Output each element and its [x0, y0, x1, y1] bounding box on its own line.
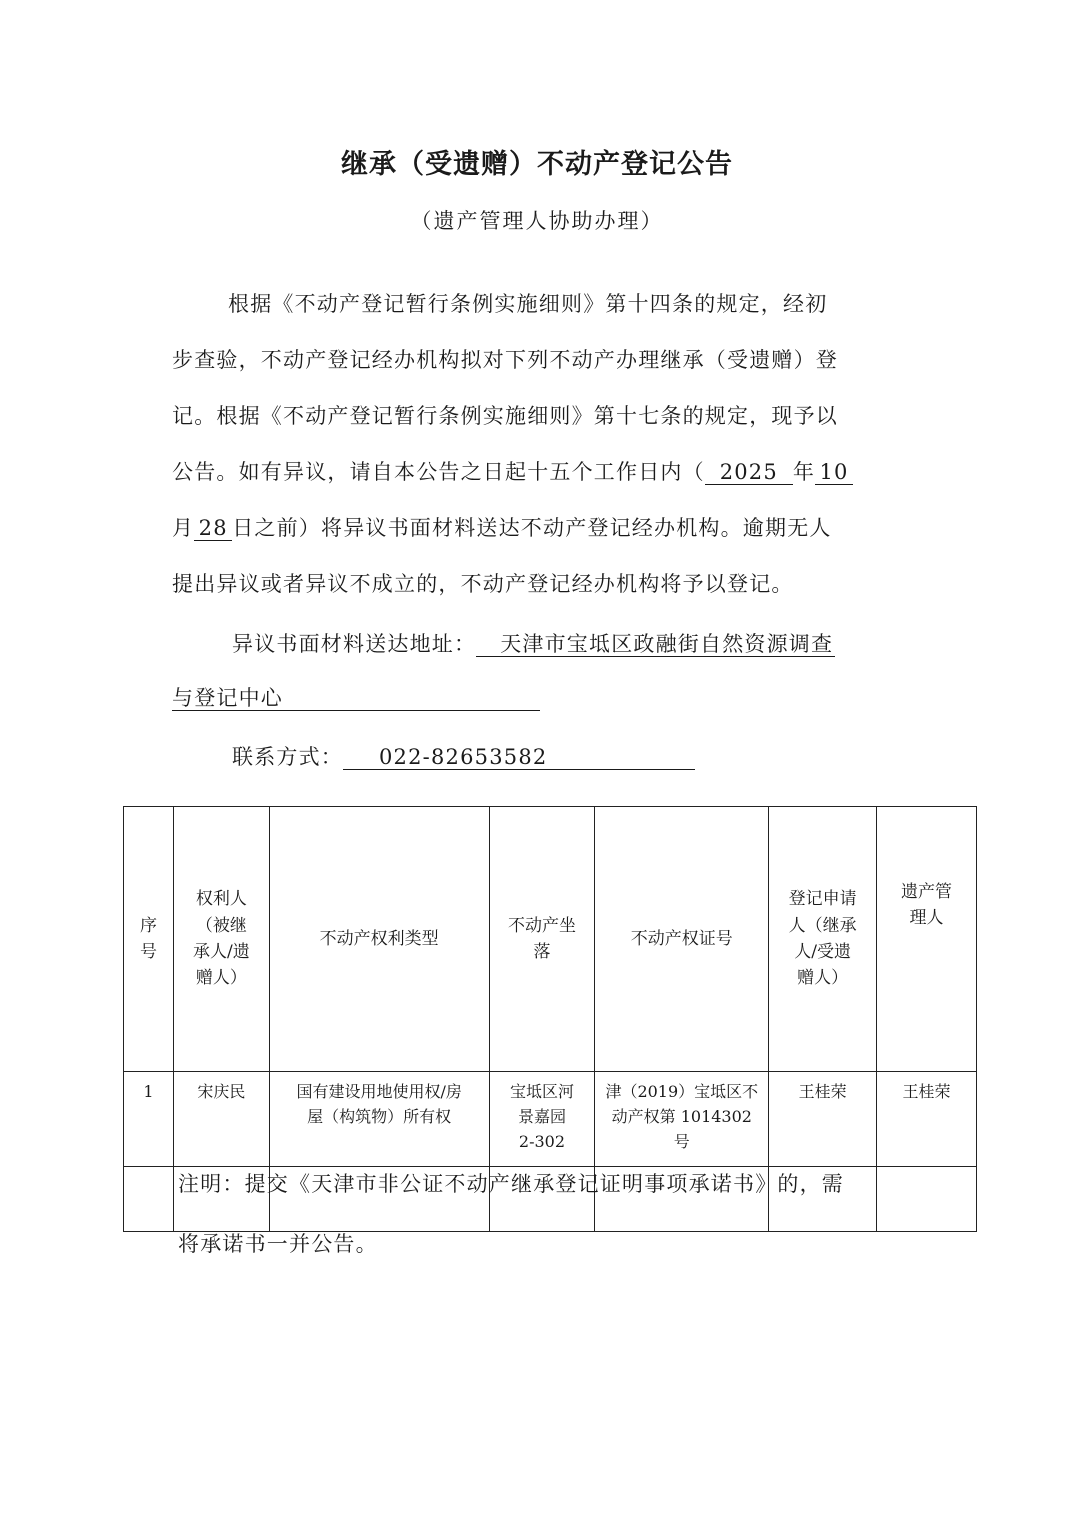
- body-line-1: 根据《不动产登记暂行条例实施细则》第十四条的规定，经初: [228, 292, 828, 316]
- cell-location: 宝坻区河 景嘉园 2-302: [489, 1072, 595, 1167]
- body-line-3: 记。根据《不动产登记暂行条例实施细则》第十七条的规定，现予以: [172, 404, 838, 428]
- body-line-5: [172, 512, 924, 542]
- address-value-1: 天津市宝坻区政融街自然资源调查: [476, 632, 835, 657]
- cell-cert-no: 津（2019）宝坻区不 动产权第 1014302 号: [595, 1072, 769, 1167]
- table-row: [124, 1072, 977, 1167]
- header-holder: 权利人 （被继 承人/遗 赠人）: [173, 807, 269, 1072]
- note-line-2: 将承诺书一并公告。: [178, 1232, 378, 1256]
- cell-right-type: 国有建设用地使用权/房 屋（构筑物）所有权: [269, 1072, 489, 1167]
- header-cert-no: 不动产权证号: [595, 807, 769, 1072]
- body-line-6: 提出异议或者异议不成立的，不动产登记经办机构将予以登记。: [172, 572, 794, 596]
- header-applicant: 登记申请 人（继承 人/受遗 赠人）: [769, 807, 877, 1072]
- cell-manager: 王桂荣: [877, 1072, 977, 1167]
- body-line-5-text: 日之前）将异议书面材料送达不动产登记经办机构。逾期无人: [232, 516, 832, 540]
- page-title: 继承（受遗赠）不动产登记公告: [341, 149, 733, 180]
- contact-value: 022-82653582: [343, 745, 695, 770]
- page-subtitle: （遗产管理人协助办理）: [410, 209, 664, 233]
- address-value-2: 与登记中心: [172, 686, 540, 711]
- header-right-type: 不动产权利类型: [269, 807, 489, 1072]
- day-value: 28: [194, 516, 232, 541]
- body-line-4-text: 公告。如有异议，请自本公告之日起十五个工作日内（: [172, 460, 705, 484]
- contact-line: [232, 741, 984, 771]
- cell-holder: 宋庆民: [173, 1072, 269, 1167]
- cell-applicant: 王桂荣: [769, 1072, 877, 1167]
- table-header-row: [124, 807, 977, 1072]
- empty-cell: [124, 1167, 174, 1232]
- note-line-1: 注明：提交《天津市非公证不动产继承登记证明事项承诺书》的，需: [178, 1172, 844, 1196]
- address-line-2: [172, 686, 924, 711]
- month-unit: 月: [172, 516, 195, 540]
- year-unit: 年: [792, 460, 816, 484]
- cell-index: 1: [124, 1072, 174, 1167]
- header-manager: 遗产管 理人: [877, 807, 977, 1072]
- header-location: 不动产坐 落: [489, 807, 595, 1072]
- year-value: 2025: [705, 460, 793, 485]
- address-label: 异议书面材料送达地址：: [232, 632, 477, 656]
- month-value: 10: [815, 460, 853, 485]
- header-index: 序 号: [124, 807, 174, 1072]
- contact-label: 联系方式：: [232, 745, 343, 769]
- body-line-2: 步查验，不动产登记经办机构拟对下列不动产办理继承（受遗赠）登: [172, 348, 838, 372]
- address-line: [232, 628, 984, 658]
- body-line-4: [172, 456, 924, 486]
